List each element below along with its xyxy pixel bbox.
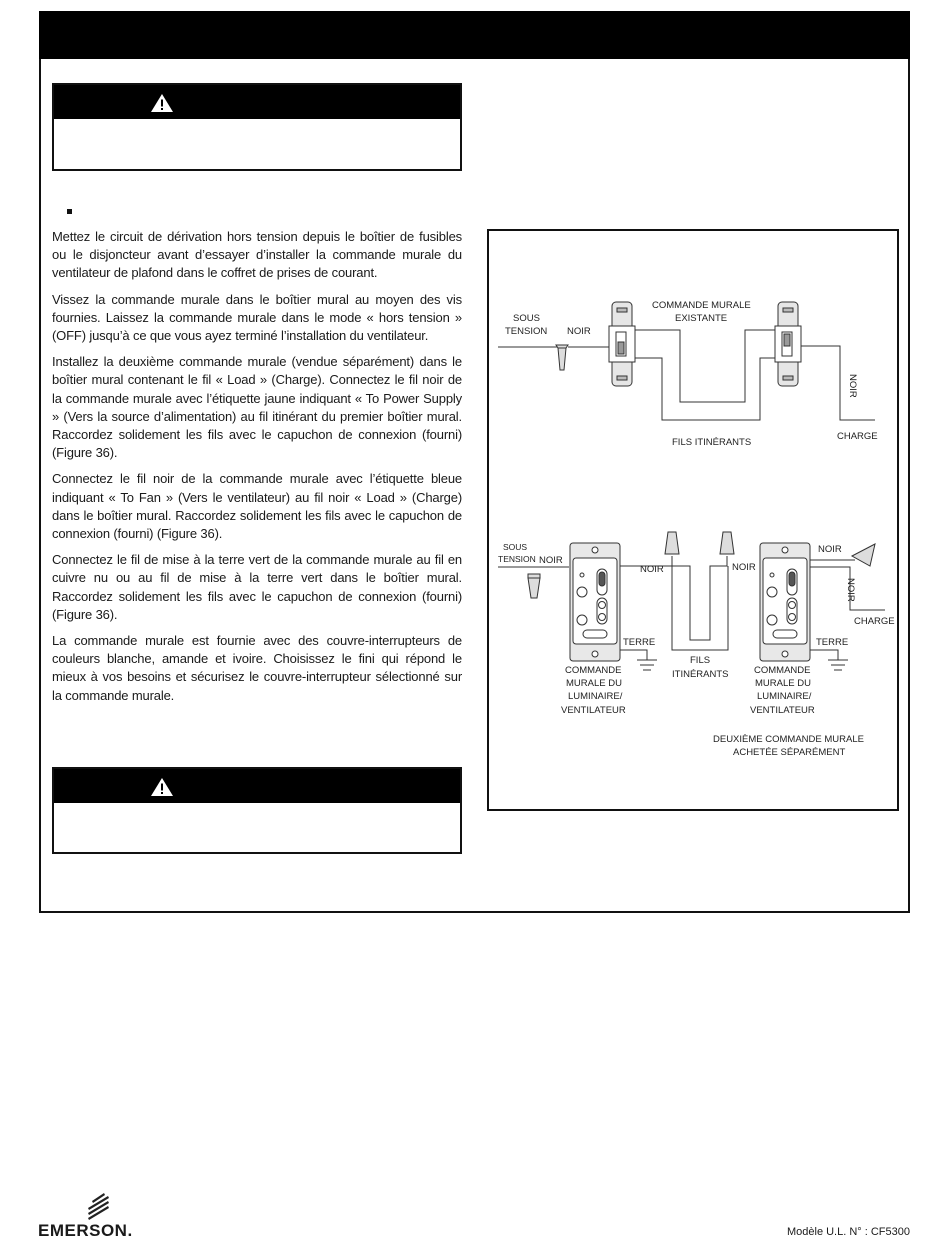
label-terre-left: TERRE bbox=[623, 637, 656, 648]
warning-header bbox=[54, 85, 460, 119]
top-diagram-labels bbox=[505, 300, 878, 448]
paragraph: La commande murale est fournie avec des couvre-interrupteurs de couleurs blanche, amande et ivoire. Choisissez le fini qui répond le mieux à vos besoins et sécurisez le couvre-interrupteur sélectionné sur la commande murale. bbox=[52, 633, 462, 703]
warning-box-top bbox=[52, 83, 462, 171]
paragraph: Mettez le circuit de dérivation hors tension depuis le boîtier de fusibles ou le disjoncteur avant d’essayer d’installer la commande murale du ventilateur de plafond dans le coffret de prises de courant. bbox=[52, 229, 462, 281]
label-noir-vertical: NOIR bbox=[845, 578, 856, 602]
label-noir-b: NOIR bbox=[732, 562, 756, 573]
label-travelers: FILS ITINÉRANTS bbox=[672, 437, 752, 448]
label-left-ctrl-3: LUMINAIRE/ bbox=[568, 691, 623, 702]
label-sous: SOUS bbox=[503, 542, 528, 552]
label-right-ctrl-3: LUMINAIRE/ bbox=[757, 691, 812, 702]
emerson-logo-icon bbox=[78, 1192, 118, 1222]
label-charge: CHARGE bbox=[854, 616, 895, 627]
instructions-text bbox=[52, 228, 462, 713]
warning-header bbox=[54, 769, 460, 803]
label-second-2: ACHETÉE SÉPARÉMENT bbox=[733, 747, 846, 758]
label-tension: TENSION bbox=[505, 326, 548, 337]
label-existing-1: COMMANDE MURALE bbox=[652, 300, 751, 311]
header-bar bbox=[39, 11, 910, 59]
label-noir-vertical: NOIR bbox=[847, 374, 858, 398]
warning-icon bbox=[150, 93, 174, 113]
label-charge: CHARGE bbox=[837, 431, 878, 442]
label-right-ctrl-1: COMMANDE bbox=[754, 665, 811, 676]
warning-box-bottom bbox=[52, 767, 462, 854]
wiring-diagram bbox=[489, 231, 897, 809]
label-left-ctrl-2: MURALE DU bbox=[566, 678, 622, 689]
label-fils: FILS bbox=[690, 655, 711, 666]
left-wall-control bbox=[570, 543, 620, 661]
label-terre-right: TERRE bbox=[816, 637, 849, 648]
paragraph: Vissez la commande murale dans le boîtier mural au moyen des vis fournies. Laissez la commande murale dans le mode « hors tension » (OFF) jusqu’à ce que vous ayez terminé l’installation du ventilateur. bbox=[52, 291, 462, 344]
label-noir-a: NOIR bbox=[640, 564, 664, 575]
label-noir-left: NOIR bbox=[539, 555, 563, 566]
model-number: Modèle U.L. N° : CF5300 bbox=[786, 1226, 910, 1238]
list-bullet bbox=[67, 209, 72, 214]
label-left-ctrl-1: COMMANDE bbox=[565, 665, 622, 676]
label-tension: TENSION bbox=[498, 554, 536, 564]
paragraph: Connectez le fil noir de la commande murale avec l’étiquette bleue indiquant « To Fan » (Vers le ventilateur) au fil noir « Load » (Charge) dans le boîtier mural. Raccordez solidement les fils avec le capuchon de connexion (fourni) (Figure 36). bbox=[52, 471, 462, 542]
brand-name: EMERSON. bbox=[38, 1221, 133, 1240]
label-noir-left: NOIR bbox=[567, 326, 591, 337]
label-existing-2: EXISTANTE bbox=[675, 313, 728, 324]
right-wall-control bbox=[760, 543, 810, 661]
label-right-ctrl-2: MURALE DU bbox=[755, 678, 811, 689]
label-second-1: DEUXIÈME COMMANDE MURALE bbox=[713, 734, 864, 745]
wiring-figure bbox=[487, 229, 899, 811]
paragraph: Installez la deuxième commande murale (vendue séparément) dans le boîtier mural contenant le fil « Load » (Charge). Connectez le fil noir de la commande murale avec l’étiquette jaune indiquant « To Power Supply » (Vers la source d’alimentation) au fil itinérant du premier boîtier mural. Raccordez solidement les fils avec le capuchon de connexion (fourni) (Figure 36). bbox=[52, 354, 462, 461]
label-left-ctrl-4: VENTILATEUR bbox=[561, 705, 626, 716]
label-right-ctrl-4: VENTILATEUR bbox=[750, 705, 815, 716]
emerson-logo bbox=[38, 1192, 158, 1242]
label-noir-top-right: NOIR bbox=[818, 544, 842, 555]
label-sous: SOUS bbox=[513, 313, 540, 324]
paragraph: Connectez le fil de mise à la terre vert de la commande murale au fil en cuivre nu ou au fil de mise à la terre vert dans le boîtier mural. Raccordez solidement les fils avec le capuchon de connexion (fourni) (Figure 36). bbox=[52, 552, 462, 622]
label-itinerants: ITINÉRANTS bbox=[672, 669, 729, 680]
warning-icon bbox=[150, 777, 174, 797]
